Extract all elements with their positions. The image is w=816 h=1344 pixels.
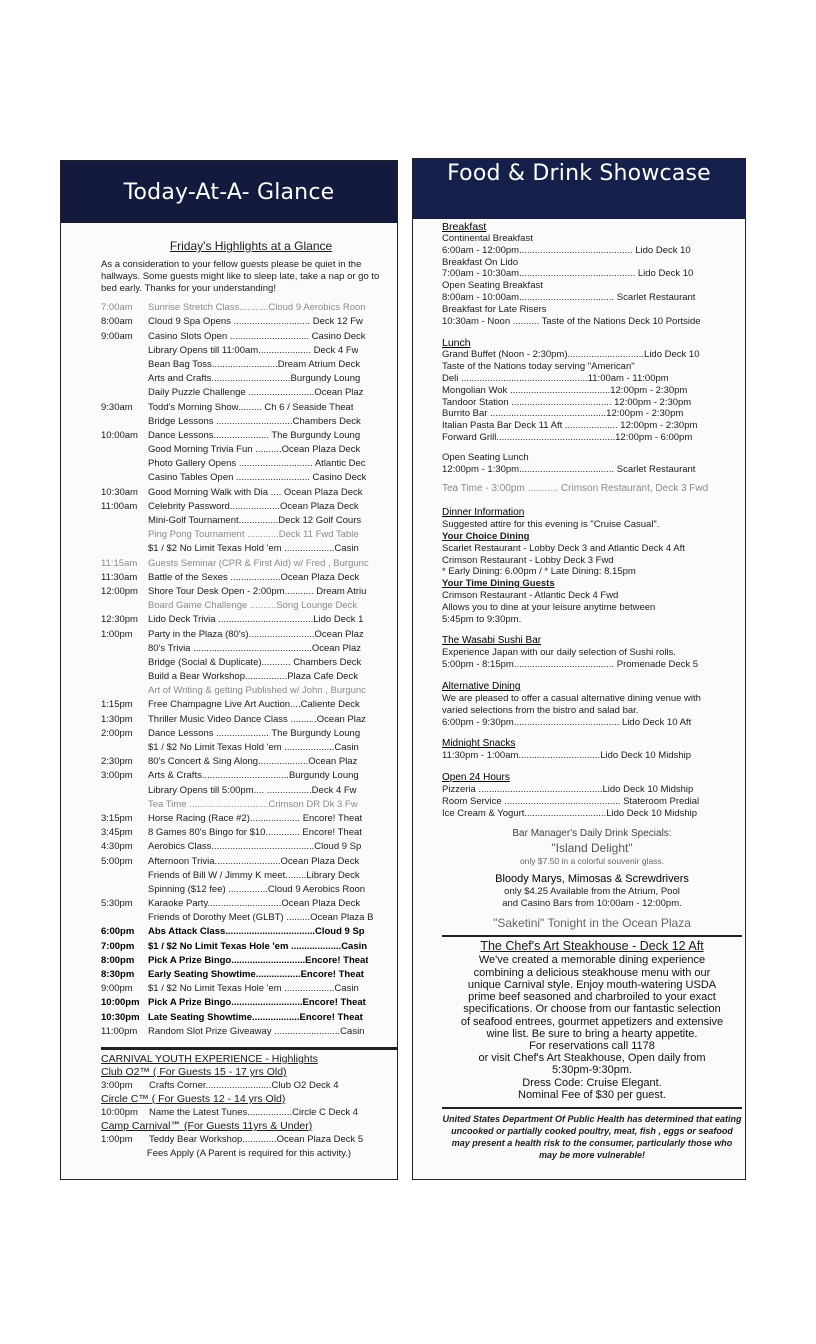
breakfast-line: Breakfast On Lido bbox=[442, 256, 519, 268]
youth-group-row bbox=[101, 1133, 397, 1147]
steakhouse-line: We've created a memorable dining experience bbox=[478, 954, 706, 967]
steakhouse-title: The Chef's Art Steakhouse - Deck 12 Aft bbox=[480, 939, 704, 954]
schedule-row bbox=[101, 401, 397, 415]
steakhouse-line: prime beef seasoned and charbroiled to your exact bbox=[468, 991, 716, 1004]
schedule-event: 80's Trivia .............................................Ocean Plaz bbox=[148, 642, 361, 654]
schedule-event: Horse Racing (Race #2)................... Encore! Theat bbox=[148, 812, 363, 824]
right-content bbox=[442, 219, 742, 1161]
schedule-event: Board Game Challenge ..........Song Lounge Deck bbox=[148, 600, 358, 612]
schedule-event: Daily Puzzle Challenge .........................Ocean Plaz bbox=[148, 387, 364, 399]
schedule-event: Afternoon Trivia.........................Ocean Plaza Deck bbox=[148, 855, 360, 867]
schedule-time bbox=[101, 599, 148, 613]
schedule-row bbox=[101, 826, 397, 840]
youth-group-title: Club O2™ ( For Guests 15 - 17 yrs Old) bbox=[101, 1065, 287, 1078]
open24-line: Room Service ............................................ Stateroom Predial bbox=[442, 795, 700, 807]
schedule-row bbox=[101, 869, 397, 883]
schedule-event: Guests Seminar (CPR & First Aid) w/ Fred , Burgunc bbox=[148, 557, 369, 569]
schedule-time bbox=[101, 542, 148, 556]
alternative-line: We are pleased to offer a casual alternative dining venue with bbox=[442, 692, 701, 704]
schedule-row bbox=[101, 429, 397, 443]
schedule-event: Bean Bag Toss.........................Dream Atrium Deck bbox=[148, 358, 361, 370]
schedule-time bbox=[101, 741, 148, 755]
schedule-row bbox=[101, 940, 397, 954]
lunch-line: Tandoor Station ...................................... 12:00pm - 2:30pm bbox=[442, 396, 692, 408]
breakfast-list bbox=[442, 233, 742, 327]
schedule-row bbox=[101, 344, 397, 358]
youth-time: 1:00pm bbox=[101, 1133, 133, 1145]
schedule-event: 8 Games 80's Bingo for $10............. Encore! Theat bbox=[148, 827, 362, 839]
schedule-row bbox=[101, 684, 397, 698]
schedule-row bbox=[101, 769, 397, 783]
schedule-row bbox=[101, 542, 397, 556]
schedule-event: Shore Tour Desk Open - 2:00pm........... Dream Atriu bbox=[148, 585, 367, 597]
schedule-row bbox=[101, 613, 397, 627]
schedule-row bbox=[101, 840, 397, 854]
breakfast-line: Open Seating Breakfast bbox=[442, 280, 543, 292]
schedule-row bbox=[101, 812, 397, 826]
schedule-row bbox=[101, 982, 397, 996]
schedule-row bbox=[101, 514, 397, 528]
schedule-event: Random Slot Prize Giveaway .........................Casin bbox=[148, 1025, 365, 1037]
schedule-row bbox=[101, 755, 397, 769]
schedule-row bbox=[101, 698, 397, 712]
schedule-row bbox=[101, 784, 397, 798]
schedule-time: 3:15pm bbox=[101, 812, 133, 824]
schedule-time: 1:15pm bbox=[101, 699, 133, 711]
schedule-event: Tea Time ..............................Crimson DR Dk 3 Fw bbox=[148, 798, 358, 810]
schedule-event: Bridge Lessons .............................Chambers Deck bbox=[148, 415, 361, 427]
specials-title: Bar Manager's Daily Drink Specials: bbox=[512, 828, 672, 840]
schedule-event: Arts & Crafts.................................Burgundy Loung bbox=[148, 770, 359, 782]
schedule-row bbox=[101, 599, 397, 613]
schedule-time: 5:30pm bbox=[101, 898, 133, 910]
steakhouse-line: Dress Code: Cruise Elegant. bbox=[522, 1076, 662, 1089]
time-dining-line: 5:45pm to 9:30pm. bbox=[442, 613, 522, 625]
schedule-event: Pick A Prize Bingo...........................Encore! Theat bbox=[148, 997, 366, 1009]
health-warning: United States Department Of Public Health has determined that eating uncooked or partially cooked poultry, meat, fish , eggs or seafood may present a health risk to the consumer, particularly those who may be more vulnerable! bbox=[442, 1107, 742, 1161]
schedule-time: 9:30am bbox=[101, 401, 133, 413]
schedule-event: Library Opens till 5:00pm.... .................Deck 4 Fw bbox=[148, 784, 357, 796]
steakhouse-line: of seafood entrees, gourmet appetizers and extensive bbox=[460, 1015, 724, 1028]
breakfast-line: Breakfast for Late Risers bbox=[442, 303, 547, 315]
wasabi-line: Experience Japan with our daily selection of Sushi rolls. bbox=[442, 647, 676, 659]
wasabi-header: The Wasabi Sushi Bar bbox=[442, 635, 542, 647]
left-banner bbox=[61, 161, 397, 223]
schedule-row bbox=[101, 415, 397, 429]
schedule-row bbox=[101, 727, 397, 741]
schedule-event: Battle of the Sexes ...................Ocean Plaza Deck bbox=[148, 571, 360, 583]
schedule-event: Ping Pong Tournament ............Deck 11 Fwd Table bbox=[148, 529, 359, 541]
choice-dining-line: Crimson Restaurant - Lobby Deck 3 Fwd bbox=[442, 554, 614, 566]
schedule-row bbox=[101, 457, 397, 471]
schedule-event: Mini-Golf Tournament...............Deck 12 Golf Cours bbox=[148, 515, 362, 527]
youth-event: Crafts Corner.........................Club O2 Deck 4 bbox=[149, 1079, 339, 1091]
schedule-time: 3:00pm bbox=[101, 770, 133, 782]
schedule-event: Pick A Prize Bingo............................Encore! Theat bbox=[148, 954, 369, 966]
schedule-row bbox=[101, 443, 397, 457]
schedule-event: 80's Concert & Sing Along...................Ocean Plaz bbox=[148, 756, 358, 768]
lunch-line: Taste of the Nations today serving "American" bbox=[442, 361, 635, 373]
youth-groups bbox=[101, 1066, 397, 1147]
midnight-line: 11:30pm - 1:00am...............................Lido Deck 10 Midship bbox=[442, 750, 692, 762]
schedule-time: 2:30pm bbox=[101, 756, 133, 768]
schedule-time: 5:00pm bbox=[101, 855, 133, 867]
schedule-row bbox=[101, 968, 397, 982]
choice-dining-line: * Early Dining: 6.00pm / * Late Dining: 8.15pm bbox=[442, 566, 636, 578]
breakfast-line: 6:00am - 12:00pm........................................... Lido Deck 10 bbox=[442, 244, 691, 256]
schedule-row bbox=[101, 954, 397, 968]
schedule-time: 11:00pm bbox=[101, 1025, 138, 1037]
schedule-event: Good Morning Trivia Fun ..........Ocean Plaza Deck bbox=[148, 444, 361, 456]
schedule-event: Party in the Plaza (80's).........................Ocean Plaz bbox=[148, 628, 364, 640]
schedule-event: Abs Attack Class..................................Cloud 9 Sp bbox=[148, 926, 365, 938]
open24-line: Pizzeria ...............................................Lido Deck 10 Midship bbox=[442, 784, 694, 796]
schedule-row bbox=[101, 1025, 397, 1039]
schedule-time: 10:30am bbox=[101, 486, 138, 498]
midnight-header: Midnight Snacks bbox=[442, 738, 516, 750]
dinner-attire: Suggested attire for this evening is "Cruise Casual". bbox=[442, 519, 660, 531]
lunch-header: Lunch bbox=[442, 337, 471, 350]
open24-line: Ice Cream & Yogurt...............................Lido Deck 10 Midship bbox=[442, 807, 698, 819]
highlights-title: Friday's Highlights at a Glance bbox=[169, 239, 333, 253]
schedule-row bbox=[101, 628, 397, 642]
schedule-event: Aerobics Class.......................................Cloud 9 Sp bbox=[148, 841, 362, 853]
schedule-event: Spinning ($12 fee) ...............Cloud 9 Aerobics Roon bbox=[148, 883, 366, 895]
schedule-time bbox=[101, 386, 148, 400]
schedule-time: 12:30pm bbox=[101, 614, 138, 626]
schedule-row bbox=[101, 358, 397, 372]
schedule-time: 11:15am bbox=[101, 557, 138, 569]
schedule-time bbox=[101, 514, 148, 528]
schedule-time bbox=[101, 869, 148, 883]
schedule-row bbox=[101, 996, 397, 1010]
time-dining-line: Crimson Restaurant - Atlantic Deck 4 Fwd bbox=[442, 589, 619, 601]
schedule-event: Friends of Bill W / Jimmy K meet........Library Deck bbox=[148, 869, 360, 881]
schedule-event: Arts and Crafts..............................Burgundy Loung bbox=[148, 373, 361, 385]
breakfast-header: Breakfast bbox=[442, 221, 487, 233]
schedule-row bbox=[101, 557, 397, 571]
schedule-row bbox=[101, 713, 397, 727]
schedule-time bbox=[101, 344, 148, 358]
schedule-time: 8:30pm bbox=[101, 969, 135, 981]
schedule-row bbox=[101, 855, 397, 869]
schedule-event: Sunrise Stretch Class...........Cloud 9 Aerobics Roon bbox=[148, 302, 366, 314]
open-seating-lunch-time: 12:00pm - 1:30pm.................................... Scarlet Restaurant bbox=[442, 463, 696, 475]
schedule-event: $1 / $2 No Limit Texas Hold 'em ...................Casin bbox=[148, 543, 359, 555]
schedule-row bbox=[101, 528, 397, 542]
schedule-event: Library Opens till 11:00am.................... Deck 4 Fw bbox=[148, 344, 359, 356]
lunch-line: Deli ................................................11:00am - 11:00pm bbox=[442, 372, 669, 384]
steakhouse-line: unique Carnival style. Enjoy mouth-watering USDA bbox=[467, 978, 717, 991]
dinner-header: Dinner Information bbox=[442, 507, 525, 519]
schedule-event: Karaoke Party............................Ocean Plaza Deck bbox=[148, 898, 361, 910]
schedule-time: 9:00pm bbox=[101, 983, 133, 995]
schedule-row bbox=[101, 386, 397, 400]
youth-time: 3:00pm bbox=[101, 1079, 133, 1091]
youth-event: Name the Latest Tunes.................Circle C Deck 4 bbox=[149, 1106, 359, 1118]
alternative-line: 6:00pm - 9:30pm........................................ Lido Deck 10 Aft bbox=[442, 716, 692, 728]
schedule-event: Bridge (Social & Duplicate)........... Chambers Deck bbox=[148, 656, 362, 668]
schedule-row bbox=[101, 798, 397, 812]
alternative-header: Alternative Dining bbox=[442, 680, 521, 692]
schedule-time: 2:00pm bbox=[101, 727, 133, 739]
breakfast-line: 7:00am - 10:30am............................................ Lido Deck 10 bbox=[442, 268, 694, 280]
schedule-row bbox=[101, 1011, 397, 1025]
lunch-line: Forward Grill.............................................12:00pm - 6:00pm bbox=[442, 431, 693, 443]
schedule-row bbox=[101, 500, 397, 514]
schedule-row bbox=[101, 911, 397, 925]
schedule-row bbox=[101, 486, 397, 500]
schedule-time: 1:00pm bbox=[101, 628, 133, 640]
schedule-time bbox=[101, 457, 148, 471]
left-banner-title: Today-At-A- Glance bbox=[123, 179, 335, 205]
schedule-time: 7:00am bbox=[101, 302, 133, 314]
schedule-row bbox=[101, 741, 397, 755]
schedule-time bbox=[101, 358, 148, 372]
steakhouse-line: or visit Chef's Art Steakhouse, Open daily from bbox=[478, 1052, 706, 1065]
schedule-list bbox=[101, 301, 397, 1039]
youth-group-row bbox=[101, 1079, 397, 1093]
schedule-time: 8:00pm bbox=[101, 954, 135, 966]
youth-group-row bbox=[101, 1106, 397, 1120]
schedule-row bbox=[101, 585, 397, 599]
schedule-event: Build a Bear Workshop................Plaza Cafe Deck bbox=[148, 671, 358, 683]
schedule-time bbox=[101, 656, 148, 670]
steakhouse-line: specifications. Or choose from our fantastic selection bbox=[463, 1003, 721, 1016]
wasabi-line: 5:00pm - 8:15pm...................................... Promenade Deck 5 bbox=[442, 659, 699, 671]
specials-drink-price: only $7.50 in a colorful souvenir glass. bbox=[519, 856, 665, 867]
schedule-time bbox=[101, 528, 148, 542]
schedule-event: Casino Tables Open ............................ Casino Deck bbox=[148, 472, 367, 484]
left-content bbox=[101, 239, 397, 1160]
schedule-event: Dance Lessons .................... The Burgundy Loung bbox=[148, 727, 361, 739]
choice-dining-line: Scarlet Restaurant - Lobby Deck 3 and Atlantic Deck 4 Aft bbox=[442, 542, 685, 554]
youth-group-title: Circle C™ ( For Guests 12 - 14 yrs Old) bbox=[101, 1092, 286, 1105]
schedule-time bbox=[101, 798, 148, 812]
steakhouse-line: combining a delicious steakhouse menu with our bbox=[473, 966, 711, 979]
intro-text: As a consideration to your fellow guests please be quiet in the hallways. Some guests might like to sleep late, take a nap or go to bed early. Thanks for your understanding! bbox=[101, 259, 380, 295]
tea-time: Tea Time - 3:00pm ........... Crimson Restaurant, Deck 3 Fwd bbox=[442, 483, 709, 495]
specials-drink: "Island Delight" bbox=[551, 841, 633, 856]
schedule-time bbox=[101, 415, 148, 429]
specials-combo-line: only $4.25 Available from the Atrium, Pool bbox=[504, 886, 680, 898]
steakhouse-line: wine list. Be sure to bring a hearty appetite. bbox=[486, 1027, 698, 1040]
lunch-line: Burrito Bar ............................................12:00pm - 2:30pm bbox=[442, 408, 684, 420]
steakhouse-body bbox=[442, 954, 742, 1100]
schedule-row bbox=[101, 883, 397, 897]
breakfast-line: 10:30am - Noon .......... Taste of the Nations Deck 10 Portside bbox=[442, 315, 701, 327]
schedule-row bbox=[101, 301, 397, 315]
schedule-time: 3:45pm bbox=[101, 827, 133, 839]
schedule-row bbox=[101, 471, 397, 485]
right-banner bbox=[413, 159, 745, 219]
schedule-event: Dance Lessons..................... The Burgundy Loung bbox=[148, 429, 361, 441]
schedule-time: 11:30am bbox=[101, 571, 138, 583]
today-at-a-glance-panel bbox=[60, 160, 398, 1180]
schedule-time bbox=[101, 784, 148, 798]
schedule-event: Todd's Morning Show......... Ch 6 / Seaside Theat bbox=[148, 401, 354, 413]
schedule-row bbox=[101, 670, 397, 684]
youth-fees: Fees Apply (A Parent is required for this activity.) bbox=[146, 1147, 352, 1159]
schedule-row bbox=[101, 925, 397, 939]
lunch-line: Grand Buffet (Noon - 2:30pm).............................Lido Deck 10 bbox=[442, 349, 700, 361]
schedule-time: 12:00pm bbox=[101, 585, 138, 597]
schedule-event: Good Morning Walk with Dia .... Ocean Plaza Deck bbox=[148, 486, 363, 498]
specials-combo-line: and Casino Bars from 10:00am - 12:00pm. bbox=[502, 898, 682, 910]
youth-header: CARNIVAL YOUTH EXPERIENCE - Highlights bbox=[101, 1052, 318, 1065]
schedule-row bbox=[101, 897, 397, 911]
youth-time: 10:00pm bbox=[101, 1106, 138, 1118]
schedule-row bbox=[101, 642, 397, 656]
schedule-time: 10:00pm bbox=[101, 997, 140, 1009]
schedule-time bbox=[101, 684, 148, 698]
schedule-time bbox=[101, 911, 148, 925]
schedule-event: $1 / $2 No Limit Texas Hole 'em ...................Casin bbox=[148, 983, 359, 995]
schedule-event: Art of Writing & getting Published w/ John , Burgunc bbox=[148, 685, 366, 697]
schedule-time: 10:00am bbox=[101, 429, 138, 441]
choice-dining-header: Your Choice Dining bbox=[442, 530, 530, 542]
schedule-row bbox=[101, 330, 397, 344]
schedule-event: Early Seating Showtime.................Encore! Theat bbox=[148, 969, 364, 981]
schedule-time: 1:30pm bbox=[101, 713, 133, 725]
schedule-event: Friends of Dorothy Meet (GLBT) .........Ocean Plaza B bbox=[148, 912, 374, 924]
schedule-time: 4:30pm bbox=[101, 841, 133, 853]
alternative-line: varied selections from the bistro and salad bar. bbox=[442, 704, 639, 716]
youth-section bbox=[101, 1047, 397, 1160]
schedule-time bbox=[101, 670, 148, 684]
schedule-event: $1 / $2 No Limit Texas Hold 'em ...................Casin bbox=[148, 742, 359, 754]
food-drink-panel bbox=[412, 158, 746, 1180]
open24-header: Open 24 Hours bbox=[442, 772, 510, 784]
steakhouse-section bbox=[442, 935, 742, 1100]
schedule-time bbox=[101, 642, 148, 656]
schedule-row bbox=[101, 656, 397, 670]
specials-saketini: "Saketini" Tonight in the Ocean Plaza bbox=[493, 916, 691, 931]
steakhouse-line: For reservations call 1178 bbox=[529, 1039, 655, 1052]
schedule-time bbox=[101, 443, 148, 457]
schedule-time bbox=[101, 883, 148, 897]
right-banner-title: Food & Drink Showcase bbox=[447, 161, 711, 186]
time-dining-header: Your Time Dining Guests bbox=[442, 578, 555, 590]
schedule-event: $1 / $2 No Limit Texas Hole 'em ...................Casin bbox=[148, 940, 368, 952]
youth-event: Teddy Bear Workshop.............Ocean Plaza Deck 5 bbox=[149, 1133, 364, 1145]
schedule-row bbox=[101, 315, 397, 329]
schedule-event: Cloud 9 Spa Opens ............................. Deck 12 Fw bbox=[148, 316, 363, 328]
schedule-time: 11:00am bbox=[101, 500, 138, 512]
schedule-time: 7:00pm bbox=[101, 940, 135, 952]
schedule-event: Late Seating Showtime..................Encore! Theat bbox=[148, 1011, 363, 1023]
schedule-event: Thriller Music Video Dance Class ..........Ocean Plaz bbox=[148, 713, 366, 725]
steakhouse-line: 5:30pm-9:30pm. bbox=[551, 1064, 633, 1077]
steakhouse-line: Nominal Fee of $30 per guest. bbox=[518, 1088, 666, 1101]
breakfast-line: 8:00am - 10:00am.................................... Scarlet Restaurant bbox=[442, 291, 696, 303]
schedule-event: Free Champagne Live Art Auction....Caliente Deck bbox=[148, 699, 360, 711]
breakfast-line: Continental Breakfast bbox=[442, 233, 533, 244]
schedule-time bbox=[101, 471, 148, 485]
schedule-event: Celebrity Password...................Ocean Plaza Deck bbox=[148, 500, 359, 512]
schedule-event: Casino Slots Open .............................. Casino Deck bbox=[148, 330, 366, 342]
youth-group-title: Camp Carnival℠ (For Guests 11yrs & Under) bbox=[101, 1119, 313, 1132]
specials-combo: Bloody Marys, Mimosas & Screwdrivers bbox=[495, 873, 689, 886]
lunch-line: Mongolian Wok ......................................12:00pm - 2:30pm bbox=[442, 384, 688, 396]
schedule-time: 10:30pm bbox=[101, 1011, 140, 1023]
schedule-time: 6:00pm bbox=[101, 926, 135, 938]
lunch-line: Italian Pasta Bar Deck 11 Aft .................... 12:00pm - 2:30pm bbox=[442, 420, 698, 432]
schedule-time: 9:00am bbox=[101, 330, 133, 342]
schedule-row bbox=[101, 571, 397, 585]
schedule-time bbox=[101, 372, 148, 386]
lunch-list bbox=[442, 349, 742, 443]
time-dining-line: Allows you to dine at your leisure anytime between bbox=[442, 601, 656, 613]
drink-specials bbox=[442, 827, 742, 931]
schedule-row bbox=[101, 372, 397, 386]
open-seating-lunch: Open Seating Lunch bbox=[442, 451, 529, 463]
schedule-time: 8:00am bbox=[101, 316, 133, 328]
schedule-event: Lido Deck Trivia ....................................Lido Deck 1 bbox=[148, 614, 364, 626]
schedule-event: Photo Gallery Opens ............................ Atlantic Dec bbox=[148, 458, 366, 470]
